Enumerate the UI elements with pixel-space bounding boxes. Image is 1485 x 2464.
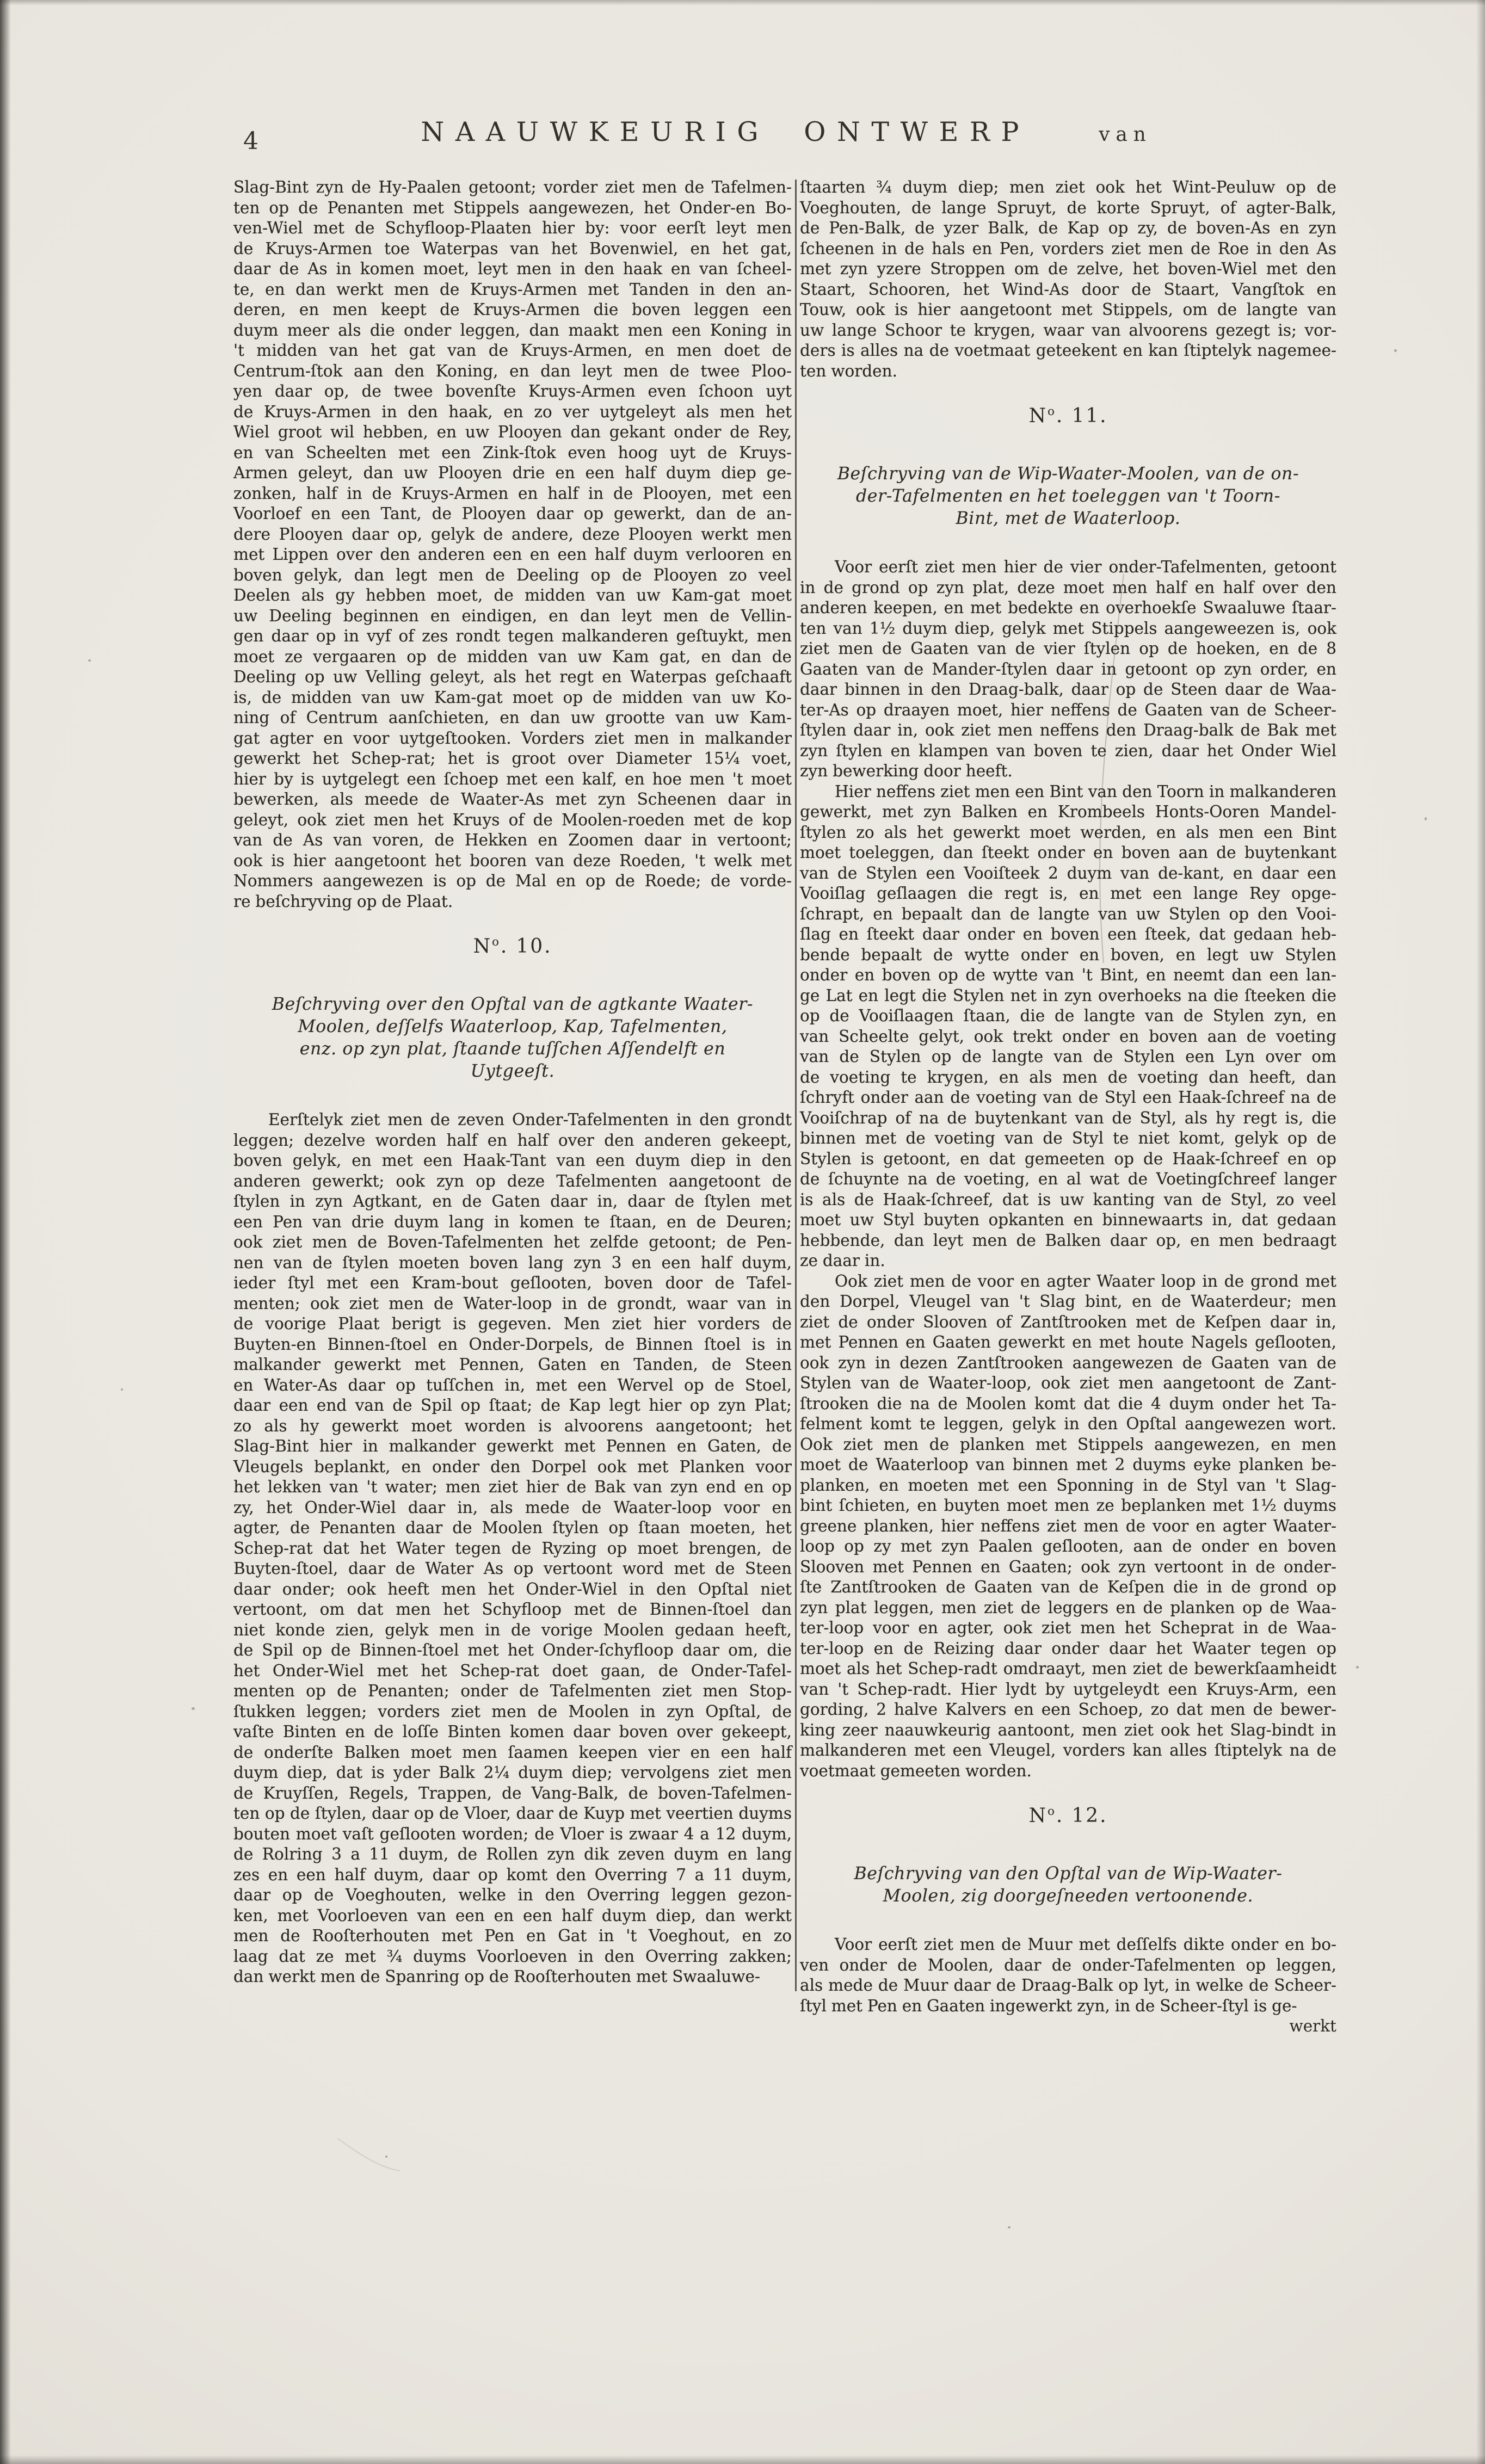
scan-edge-bottom [0, 2455, 1485, 2464]
text-line: ieder ſtyl met een Kram-bout geſlooten, boven door de Tafel- [233, 1274, 792, 1293]
text-line: ter-loop voor en agter, ook ziet men het Scheprat in de Waa- [800, 1619, 1336, 1638]
text-line: malkander gewerkt met Pennen, Gaten en Tanden, de Steen [233, 1355, 792, 1374]
text-line: Vooiſchrap of na de buytenkant van de Styl, als hy regt is, die [800, 1108, 1336, 1127]
section-title [800, 1863, 1336, 1907]
section-title [233, 993, 792, 1083]
text-line: gen daar op in vyf of zes rondt tegen malkanderen geſtuykt, men [233, 627, 792, 645]
text-line: Wiel groot wil hebben, en uw Plooyen dan gekant onder de Rey, [233, 423, 792, 441]
text-line: men de Rooſterhouten met Pen en Gat in 't Voeghout, en zo [233, 1926, 792, 1946]
text-line: Centrum-ſtok aan den Koning, en dan leyt men de twee Ploo- [233, 361, 792, 380]
text-line: onder en boven op de wytte van 't Bint, en neemt dan een lan- [800, 966, 1336, 985]
text-line: Deelen als gy hebben moet, de midden van uw Kam-gat moet [233, 586, 792, 604]
text-line: de Rolring 3 a 11 duym, de Rollen zyn dik zeven duym en lang [233, 1845, 792, 1864]
text-line: Vooiſlag geſlaagen die regt is, en met een lange Rey opge- [800, 884, 1336, 903]
text-line: agter, de Penanten daar de Moolen ſtylen op ſtaan moeten, het [233, 1518, 792, 1537]
text-line: 't midden van het gat van de Kruys-Armen, en men doet de [233, 341, 792, 360]
text-line: zyn ſtylen en klampen van boven te zien, daar het Onder Wiel [800, 741, 1336, 760]
text-line: Stylen van de Waater-loop, ook ziet men aangetoont de Zant- [800, 1374, 1336, 1393]
text-line: te, en dan werkt men de Kruys-Armen met Tanden in den an- [233, 280, 792, 299]
text-line: bint ſchieten, en buyten moet men ze beplanken met 1½ duyms [800, 1496, 1336, 1515]
text-line: van 't Schep-radt. Hier lydt by uytgeleydt een Kruys-Arm, een [800, 1679, 1336, 1699]
text-line: moet uw Styl buyten opkanten en binnewaarts in, dat gedaan [800, 1211, 1336, 1230]
text-line: king zeer naauwkeurig aantoont, men ziet ook het Slag-bindt in [800, 1720, 1336, 1739]
text-line: hebbende, dan leyt men de Balken daar op, en men bedraagt [800, 1231, 1336, 1250]
text-line: zy, het Onder-Wiel daar in, als mede de Waater-loop voor en [233, 1498, 792, 1517]
running-title-caps: NAAUWKEURIG ONTWERP [421, 116, 1031, 147]
text-line: Voeghouten, de lange Spruyt, de korte Spruyt, of agter-Balk, [800, 198, 1336, 217]
text-line: dan werkt men de Spanring op de Rooſterhouten met Swaaluwe- [233, 1967, 760, 1986]
paper-speck [121, 1388, 123, 1391]
text-line: ſtaarten ¾ duym diep; men ziet ook het Wint-Peuluw op de [800, 178, 1336, 196]
text-line: ten op de Penanten met Stippels aangewezen, het Onder-en Bo- [233, 198, 792, 217]
scan-edge-left [0, 0, 11, 2464]
left-text-column [233, 177, 792, 1987]
text-line: de onderſte Balken moet men ſaamen keepen vier en een half [233, 1743, 792, 1762]
text-line: ge Lat en legt die Stylen net in zyn overhoeks na die ſteeken die [800, 986, 1336, 1005]
text-line: ken, met Voorloeven van een en een half duym diep, dan werkt [233, 1906, 792, 1925]
text-line: ten worden. [800, 361, 898, 380]
text-line: ſcheenen in de hals en Pen, vorders ziet men de Roe in den As [800, 239, 1336, 258]
text-line: een Pen van drie duym lang in komen te ſtaan, en de Deuren; [233, 1212, 792, 1231]
text-line: uw lange Schoor te krygen, waar van alvoorens gezegt is; vor- [800, 320, 1336, 339]
text-line: planken, en moeten met een Sponning in de Styl van 't Slag- [800, 1475, 1336, 1495]
text-line: vertoont, om dat men het Schyfloop met de Binnen-ſtoel dan [233, 1600, 792, 1619]
text-line: Stylen is getoont, en dat gemeeten op de Haak-ſchreef en op [800, 1149, 1336, 1168]
text-line: Touw, ook is hier aangetoont met Stippels, om de langte van [800, 300, 1336, 319]
text-line: boven gelyk, en met een Haak-Tant van een duym diep in den [233, 1151, 792, 1170]
text-line: malkanderen met een Vleugel, vorders kan alles ſtiptelyk na de [800, 1741, 1336, 1760]
text-line: Schep-rat dat het Water tegen de Ryzing op moet brengen, de [233, 1539, 792, 1558]
text-line: niet konde zien, gelyk men in de vorige Moolen gedaan heeft, [233, 1620, 792, 1639]
text-line: in de grond op zyn plat, deze moet men half en half over den [800, 578, 1336, 597]
text-line: den Dorpel, Vleugel van 't Slag bint, en de Waaterdeur; men [800, 1292, 1336, 1311]
text-line: gewerkt het Schep-rat; het is groot over Diameter 15¼ voet, [233, 749, 792, 768]
text-line: Staart, Schooren, het Wind-As door de Staart, Vangſtok en [800, 280, 1336, 299]
text-line: ook ziet men de Boven-Tafelmenten het zelfde getoont; de Pen- [233, 1233, 792, 1252]
text-line: geleyt, ook ziet men het Kruys of de Moolen-roeden met de kop [233, 810, 792, 829]
text-line: zyn bewerking door heeft. [800, 762, 1013, 781]
text-line: ſtrooken die na de Moolen komt dat die 4 duym onder het Ta- [800, 1394, 1336, 1413]
text-line: ſtylen in zyn Agtkant, en de Gaten daar in, daar de ſtylen met [233, 1192, 792, 1211]
text-line: menten; ook ziet men de Water-loop in de grondt, waar van in [233, 1294, 792, 1313]
text-line: anderen keepen, en met bedekte en overhoekſe Swaaluwe ſtaar- [800, 598, 1336, 617]
text-line: van Scheelte gelyt, ook trekt onder en boven aan de voeting [800, 1027, 1336, 1046]
text-line: ders is alles na de voetmaat geteekent en kan ſtiptelyk nagemee- [800, 341, 1336, 360]
text-line: het Onder-Wiel met het Schep-rat doet gaan, de Onder-Tafel- [233, 1661, 792, 1680]
text-line: ning of Centrum aanſchieten, en dan uw grootte van uw Kam- [233, 708, 792, 727]
text-line: menten op de Penanten; onder de Tafelmenten ziet men Stop- [233, 1682, 792, 1701]
text-line: de Kruys-Armen in den haak, en zo ver uytgeleyt als men het [233, 402, 792, 421]
text-line: Voor eerſt ziet men de Muur met deſſelfs dikte onder en bo- [835, 1935, 1336, 1954]
text-line: moet ze vergaaren op de midden van uw Kam gat, en dan de [233, 647, 792, 666]
text-line: Nommers aangewezen is op de Mal en op de Roede; de vorde- [233, 872, 792, 890]
text-line: Eerſtelyk ziet men de zeven Onder-Tafelmenten in den grondt [268, 1110, 792, 1129]
text-line: Vleugels beplankt, en onder den Dorpel ook met Planken voor [233, 1457, 792, 1476]
text-line: ter-As op draayen moet, hier neffens de Gaaten van de Scheer- [800, 700, 1336, 719]
section-title [800, 463, 1336, 530]
paragraph [233, 177, 792, 912]
text-line: ze daar in. [800, 1251, 885, 1270]
right-text-column [800, 177, 1336, 2037]
text-line: daar onder; ook heeft men het Onder-Wiel in den Opſtal niet [233, 1579, 792, 1598]
column-divider-rule [795, 180, 797, 1991]
text-line: duym meer als die onder leggen, dan maakt men een Koning in [233, 320, 792, 339]
text-line: anderen gewerkt; ook zyn op deze Tafelmenten aangetoont de [233, 1171, 792, 1190]
text-line: en Water-As daar op tuſſchen in, met een Wervel op de Stoel, [233, 1375, 792, 1394]
text-line: leggen; dezelve worden half en half over den anderen gekeept, [233, 1131, 792, 1150]
text-line: gewerkt, met zyn Balken en Krombeels Honts-Ooren Mandel- [800, 802, 1336, 822]
section-title-line: Beſchryving van den Opſtal van de Wip-Waater- [854, 1864, 1283, 1884]
text-line: de voorige Plaat berigt is gegeven. Men ziet hier vorders de [233, 1314, 792, 1333]
text-line: bende bepaalt de wytte onder en boven, en legt uw Stylen [800, 945, 1336, 964]
paper-speck [192, 1707, 195, 1710]
paragraph [800, 782, 1336, 1271]
section-title-line: Beſchryving over den Opſtal van de agtkante Waater- [272, 995, 754, 1015]
text-line: ten op de ſtylen, daar op de Vloer, daar de Kuyp met veertien duyms [233, 1804, 792, 1823]
text-line: zes en een half duym, daar op komt den Overring 7 a 11 duym, [233, 1865, 792, 1884]
text-line: deren, en men keept de Kruys-Armen die boven leggen een [233, 300, 792, 319]
page-number: 4 [243, 127, 258, 155]
text-line: voetmaat gemeeten worden. [800, 1761, 1032, 1780]
text-line: re beſchryving op de Plaat. [233, 892, 453, 911]
text-line: van de Stylen op de langte van de Stylen een Lyn over om [800, 1047, 1336, 1066]
catchword: werkt [1289, 2017, 1336, 2036]
text-line: Deeling op uw Velling geleyt, als het regt en Waterpas geſchaaft [233, 668, 792, 686]
text-line: vaſte Binten en de loſſe Binten komen daar boven over gekeept, [233, 1722, 792, 1742]
text-line: ook is hier aangetoont het booren van deze Roeden, 't welk met [233, 851, 792, 870]
text-line: de voeting te krygen, en als men de voeting dan heeft, dan [800, 1067, 1336, 1086]
text-line: ook zyn in dezen Zantſtrooken aangewezen de Gaaten van de [800, 1353, 1336, 1372]
text-line: de Spil op de Binnen-ſtoel met het Onder-ſchyfloop daar om, die [233, 1641, 792, 1660]
running-title-van: van [1099, 123, 1152, 146]
text-line: de Pen-Balk, de yzer Balk, de Kap op zy, de boven-As en zyn [800, 219, 1336, 237]
text-line: Ook ziet men de voor en agter Waater loop in de grond met [835, 1271, 1336, 1290]
text-line: zyn plat leggen, men ziet de leggers en de planken op de Waa- [800, 1598, 1336, 1617]
text-line: Slag-Bint zyn de Hy-Paalen getoont; vorder ziet men de Tafelmen- [233, 178, 792, 196]
section-title-line: Bint, met de Waaterloop. [956, 509, 1181, 529]
text-line: nen van de ſtylen moeten boven lang zyn 3 en een half duym, [233, 1253, 792, 1272]
text-line: yen daar op, de twee bovenſte Kruys-Armen even ſchoon uyt [233, 382, 792, 400]
text-line: daar op de Voeghouten, welke in den Overring leggen gezon- [233, 1886, 792, 1905]
text-line: gording, 2 halve Kalvers en een Schoep, zo dat men de bewer- [800, 1700, 1336, 1719]
text-line: met Pennen en Gaaten gewerkt en met houte Nagels geſlooten, [800, 1333, 1336, 1352]
text-line: moet als het Schep-radt omdraayt, men ziet de bewerkſaamheidt [800, 1659, 1336, 1678]
text-line: ſtylen daar in, ook ziet men neffens den Draag-balk de Bak met [800, 721, 1336, 740]
text-line: Buyten-en Binnen-ſtoel en Onder-Dorpels, de Binnen ſtoel is in [233, 1335, 792, 1354]
paragraph [800, 1271, 1336, 1782]
text-line: met zyn yzere Stroppen om de zelve, het boven-Wiel met den [800, 260, 1336, 278]
text-line: felment komt te leggen, gelyk in den Opſtal aangewezen wort. [800, 1415, 1336, 1434]
text-line: moet de Waaterloop van binnen met 2 duyms eyke planken be- [800, 1455, 1336, 1474]
text-line: ten van 1½ duym diep, gelyk met Stippels aangeweezen is, ook [800, 619, 1336, 638]
text-line: ſtyl met Pen en Gaaten ingewerkt zyn, in de Scheer-ſtyl is ge- [800, 1996, 1297, 2015]
text-line: zo als hy gewerkt moet worden is alvoorens aangetoont; het [233, 1416, 792, 1435]
paper-speck [1394, 349, 1397, 352]
text-line: Buyten-ſtoel, daar de Water As op vertoont word met de Steen [233, 1559, 792, 1578]
text-line: ſtukken leggen; vorders ziet men de Moolen in zyn Opſtal, de [233, 1702, 792, 1721]
text-line: Slooven met Pennen en Gaaten; ook zyn vertoont in de onder- [800, 1557, 1336, 1576]
paper-speck [1425, 817, 1427, 820]
text-line: van de Stylen een Vooiſteek 2 duym van de-kant, en daar een [800, 863, 1336, 882]
text-line: ſte Zantſtrooken de Gaaten van de Keſpen die in de grond op [800, 1578, 1336, 1597]
text-line: ter-loop en de Reizing daar onder daar het Waater tegen op [800, 1639, 1336, 1658]
text-line: en van Scheelten met een Zink-ſtok even hoog uyt de Kruys- [233, 443, 792, 462]
text-line: ſtylen zo als het gewerkt moet werden, en als men een Bint [800, 823, 1336, 842]
text-line: laag dat ze met ¾ duyms Voorloeven in den Overring zakken; [233, 1947, 792, 1966]
text-line: ven onder de Moolen, daar de onder-Tafelmenten op leggen, [800, 1955, 1336, 1974]
text-line: hier by is uytgelegt een ſchoep met een kalf, en hoe men 't moet [233, 769, 792, 788]
text-line: bouten moet vaſt geſlooten worden; de Vloer is zwaar 4 a 12 duym, [233, 1824, 792, 1843]
paper-speck [1356, 1666, 1359, 1669]
section-title-line: Moolen, zig doorgeſneeden vertoonende. [883, 1886, 1254, 1906]
paragraph [800, 557, 1336, 782]
paper-speck [1008, 2226, 1010, 2228]
text-line: Ook ziet men de planken met Stippels aangewezen, en men [800, 1435, 1336, 1454]
text-line: van de As van voren, de Hekken en Zoomen daar in vertoont; [233, 831, 792, 849]
text-line: bewerken, als meede de Waater-As met zyn Scheenen daar in [233, 790, 792, 808]
section-title-line: Uytgeeſt. [470, 1061, 555, 1082]
paper-speck [88, 659, 91, 662]
section-title-line: enz. op zyn plat, ſtaande tuſſchen Aſſendelft en [299, 1039, 726, 1059]
text-line: Gaaten van de Mander-ſtylen daar in getoont op zyn order, en [800, 659, 1336, 678]
section-number-heading: $N^o$. 11. [1028, 405, 1108, 428]
scan-edge-right [1476, 0, 1485, 2464]
text-line: greene planken, hier neffens ziet men de voor en agter Waater- [800, 1516, 1336, 1535]
text-line: Voor eerſt ziet men hier de vier onder-Tafelmenten, getoont [835, 558, 1336, 577]
text-line: daar binnen in den Draag-balk, daar op de Steen daar de Waa- [800, 680, 1336, 699]
text-line: daar de As in komen moet, leyt men in den haak en van ſcheel- [233, 260, 792, 278]
text-line: Slag-Bint hier in malkander gewerkt met Pennen en Gaten, de [233, 1437, 792, 1456]
text-line: binnen met de voeting van de Styl te niet komt, gelyk op de [800, 1129, 1336, 1148]
running-title [234, 116, 1339, 147]
text-line: de Kruyſſen, Regels, Trappen, de Vang-Balk, de boven-Tafelmen- [233, 1783, 792, 1802]
text-line: is, de midden van uw Kam-gat moet op de midden van uw Ko- [233, 688, 792, 707]
text-line: boven gelyk, dan legt men de Deeling op de Plooyen zo veel [233, 565, 792, 584]
text-line: gat agter en voor uytgeſtooken. Vorders ziet men in malkander [233, 728, 792, 748]
text-line: zonken, half in de Kruys-Armen en half in de Plooyen, met een [233, 484, 792, 503]
text-line: daar een end van de Spil op ſtaat; de Kap legt hier op zyn Plat; [233, 1396, 792, 1415]
text-line: Armen geleyt, dan uw Plooyen drie en een half duym diep ge- [233, 464, 792, 482]
text-line: ſlag en ſteekt daar onder en boven een ſteek, dat gedaan heb- [800, 925, 1336, 944]
text-line: ſchrapt, en bepaalt dan de langte van uw Stylen op den Vooi- [800, 904, 1336, 923]
section-number-heading: $N^o$. 10. [473, 935, 552, 958]
text-line: als mede de Muur daar de Draag-Balk op lyt, in welke de Scheer- [800, 1976, 1336, 1995]
text-line: de ſchuynte na de voeting, en al wat de Voetingſchreef langer [800, 1170, 1336, 1189]
text-line: is als de Haak-ſchreef, dat is uw kanting van de Styl, zo veel [800, 1190, 1336, 1209]
section-title-line: Beſchryving van de Wip-Waater-Moolen, van de on- [837, 464, 1299, 484]
text-line: loop op zy met zyn Paalen geſlooten, aan de onder en boven [800, 1537, 1336, 1556]
text-line: ſchryft onder aan de voeting van de Styl een Haak-ſchreef na de [800, 1088, 1336, 1107]
text-line: duym diep, dat is yder Balk 2¼ duym diep; vervolgens ziet men [233, 1763, 792, 1782]
text-line: ziet de onder Slooven of Zantſtrooken met de Keſpen daar in, [800, 1312, 1336, 1331]
text-line: uw Deeling beginnen en eindigen, en dan leyt men de Vellin- [233, 606, 792, 625]
text-line: op de Vooiſlaagen ſtaan, die de langte van de Stylen zyn, en [800, 1006, 1336, 1026]
text-line: het lekken van 't water; men ziet hier de Bak van zyn end en op [233, 1478, 792, 1497]
paragraph [800, 1935, 1336, 2016]
text-line: Voorloef en een Tant, de Plooyen daar op gewerkt, dan de an- [233, 504, 792, 523]
paper-speck [385, 2156, 387, 2158]
text-line: Hier neffens ziet men een Bint van den Toorn in malkanderen [835, 782, 1336, 801]
text-line: dere Plooyen daar op, gelyk de andere, deze Plooyen werkt men [233, 524, 792, 544]
section-title-line: der-Tafelmenten en het toeleggen van 't Toorn- [856, 486, 1280, 507]
text-line: ziet men de Gaaten van de vier ſtylen op de hoeken, en de 8 [800, 639, 1336, 658]
text-line: moet toeleggen, dan ſteekt onder en boven aan de buytenkant [800, 843, 1336, 862]
section-number-heading: $N^o$. 12. [1028, 1805, 1108, 1827]
text-line: met Lippen over den anderen een en een half duym verlooren en [233, 545, 792, 564]
text-line: de Kruys-Armen toe Waterpas van het Bovenwiel, en het gat, [233, 239, 792, 258]
paragraph [233, 1110, 792, 1987]
paragraph [800, 177, 1336, 381]
scan-edge-top [0, 0, 1485, 5]
text-line: ven-Wiel met de Schyfloop-Plaaten hier by: voor eerſt leyt men [233, 219, 792, 237]
section-title-line: Moolen, deſſelfs Waaterloop, Kap, Tafelmenten, [298, 1017, 728, 1037]
